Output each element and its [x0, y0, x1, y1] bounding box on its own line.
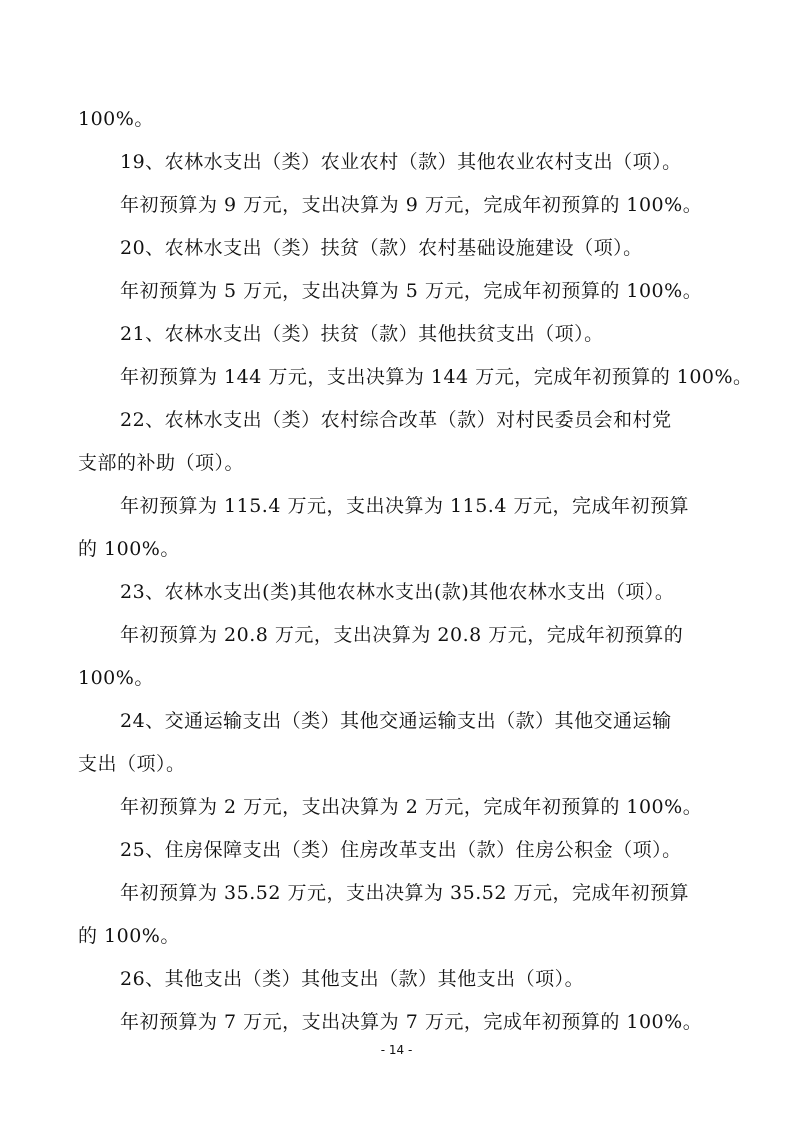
- paragraph-line: 年初预算为 2 万元，支出决算为 2 万元，完成年初预算的 100%。: [120, 796, 703, 818]
- paragraph-line: 26、其他支出（类）其他支出（款）其他支出（项）。: [120, 968, 585, 990]
- paragraph-line: 年初预算为 20.8 万元，支出决算为 20.8 万元，完成年初预算的: [120, 624, 684, 646]
- paragraph-line: 22、农林水支出（类）农村综合改革（款）对村民委员会和村党: [120, 409, 672, 431]
- paragraph-line: 100%。: [78, 667, 154, 689]
- paragraph-line: 21、农林水支出（类）扶贫（款）其他扶贫支出（项）。: [120, 323, 604, 345]
- paragraph-line: 支出（项）。: [78, 753, 186, 775]
- paragraph-line: 年初预算为 115.4 万元，支出决算为 115.4 万元，完成年初预算: [120, 495, 689, 517]
- page-number: - 14 -: [380, 1043, 413, 1057]
- paragraph-line: 的 100%。: [78, 925, 180, 947]
- paragraph-line: 的 100%。: [78, 538, 180, 560]
- paragraph-line: 年初预算为 35.52 万元，支出决算为 35.52 万元，完成年初预算: [120, 882, 689, 904]
- paragraph-line: 年初预算为 5 万元，支出决算为 5 万元，完成年初预算的 100%。: [120, 280, 703, 302]
- paragraph-line: 25、住房保障支出（类）住房改革支出（款）住房公积金（项）。: [120, 839, 682, 861]
- paragraph-line: 年初预算为 9 万元，支出决算为 9 万元，完成年初预算的 100%。: [120, 194, 703, 216]
- paragraph-line: 24、交通运输支出（类）其他交通运输支出（款）其他交通运输: [120, 710, 672, 732]
- paragraph-line: 支部的补助（项）。: [78, 452, 245, 474]
- paragraph-line: 年初预算为 144 万元，支出决算为 144 万元，完成年初预算的 100%。: [120, 366, 753, 388]
- paragraph-line: 20、农林水支出（类）扶贫（款）农村基础设施建设（项）。: [120, 237, 643, 259]
- paragraph-line: 19、农林水支出（类）农业农村（款）其他农业农村支出（项）。: [120, 151, 682, 173]
- paragraph-line: 23、农林水支出(类)其他农林水支出(款)其他农林水支出（项）。: [120, 581, 675, 603]
- paragraph-line: 年初预算为 7 万元，支出决算为 7 万元，完成年初预算的 100%。: [120, 1011, 703, 1033]
- paragraph-line: 100%。: [78, 108, 154, 130]
